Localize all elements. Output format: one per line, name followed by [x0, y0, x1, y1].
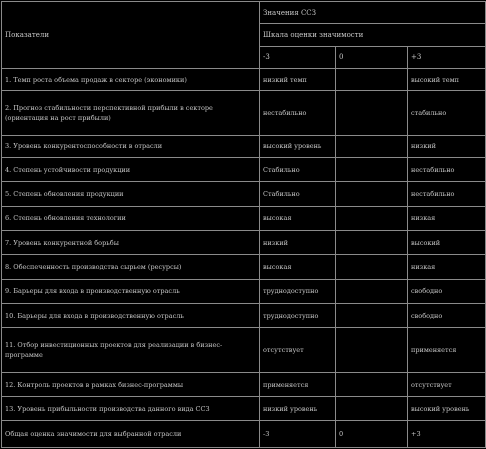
value-min: низкий уровень	[260, 397, 336, 421]
value-min: Стабильно	[260, 158, 336, 182]
value-mid: 0	[336, 421, 408, 448]
value-max: свободно	[408, 303, 486, 327]
table-row	[2, 91, 486, 136]
value-mid	[336, 91, 408, 136]
value-mid	[336, 135, 408, 157]
value-min: отсутствует	[260, 328, 336, 373]
table-row	[2, 279, 486, 303]
value-max: низкая	[408, 255, 486, 279]
table-row	[2, 328, 486, 373]
row-label: 13. Уровень прибыльности производства данного вида ССЗ	[2, 397, 260, 421]
scale-mid: 0	[336, 46, 408, 68]
value-max: высокий	[408, 231, 486, 255]
row-label: 10. Барьеры для входа в производственную отрасль	[2, 303, 260, 327]
row-label: 5. Степень обновления продукции	[2, 182, 260, 206]
row-label: 7. Уровень конкурентной борьбы	[2, 231, 260, 255]
value-max: отсутствует	[408, 372, 486, 396]
value-max: низкий	[408, 135, 486, 157]
table-row	[2, 231, 486, 255]
row-label: 2. Прогноз стабильности перспективной прибыли в секторе (ориентация на рост прибыли)	[2, 91, 260, 136]
header-row-group	[2, 2, 486, 24]
value-min: низкий	[260, 231, 336, 255]
table-row-total	[2, 421, 486, 448]
value-max: применяется	[408, 328, 486, 373]
group-header: Значения ССЗ	[260, 2, 486, 24]
value-min: применяется	[260, 372, 336, 396]
table-row	[2, 206, 486, 230]
row-label: 8. Обеспеченность производства сырьем (ресурсы)	[2, 255, 260, 279]
row-label: 6. Степень обновления технологии	[2, 206, 260, 230]
value-max: высокий темп	[408, 68, 486, 90]
value-max: нестабильно	[408, 158, 486, 182]
row-label-header: Показатели	[2, 2, 260, 69]
row-label: Общая оценка значимости для выбранной отрасли	[2, 421, 260, 448]
table-row	[2, 158, 486, 182]
value-mid	[336, 279, 408, 303]
value-max: стабильно	[408, 91, 486, 136]
row-label: 11. Отбор инвестиционных проектов для реализации в бизнес-программе	[2, 328, 260, 373]
row-label: 4. Степень устойчивости продукции	[2, 158, 260, 182]
value-max: высокий уровень	[408, 397, 486, 421]
value-mid	[336, 182, 408, 206]
value-mid	[336, 328, 408, 373]
value-max: свободно	[408, 279, 486, 303]
value-min: высокая	[260, 255, 336, 279]
value-mid	[336, 231, 408, 255]
table-row	[2, 68, 486, 90]
value-min: труднодоступно	[260, 279, 336, 303]
table-row	[2, 182, 486, 206]
value-mid	[336, 372, 408, 396]
scale-max: +3	[408, 46, 486, 68]
table-row	[2, 372, 486, 396]
value-min: низкий темп	[260, 68, 336, 90]
value-mid	[336, 68, 408, 90]
evaluation-table	[1, 1, 486, 448]
value-min: Стабильно	[260, 182, 336, 206]
value-max: низкая	[408, 206, 486, 230]
value-mid	[336, 397, 408, 421]
value-min: высокая	[260, 206, 336, 230]
value-mid	[336, 303, 408, 327]
value-max: +3	[408, 421, 486, 448]
value-min: -3	[260, 421, 336, 448]
row-label: 1. Темп роста объема продаж в секторе (экономики)	[2, 68, 260, 90]
table-row	[2, 303, 486, 327]
scale-min: -3	[260, 46, 336, 68]
table-row	[2, 135, 486, 157]
row-label: 9. Барьеры для входа в производственную отрасль	[2, 279, 260, 303]
value-min: нестабильно	[260, 91, 336, 136]
value-mid	[336, 158, 408, 182]
value-mid	[336, 255, 408, 279]
subgroup-header: Шкала оценки значимости	[260, 24, 486, 46]
value-min: высокий уровень	[260, 135, 336, 157]
table-row	[2, 255, 486, 279]
table-row	[2, 397, 486, 421]
value-mid	[336, 206, 408, 230]
row-label: 12. Контроль проектов в рамках бизнес-программы	[2, 372, 260, 396]
value-max: нестабильно	[408, 182, 486, 206]
value-min: труднодоступно	[260, 303, 336, 327]
row-label: 3. Уровень конкурентоспособности в отрасли	[2, 135, 260, 157]
